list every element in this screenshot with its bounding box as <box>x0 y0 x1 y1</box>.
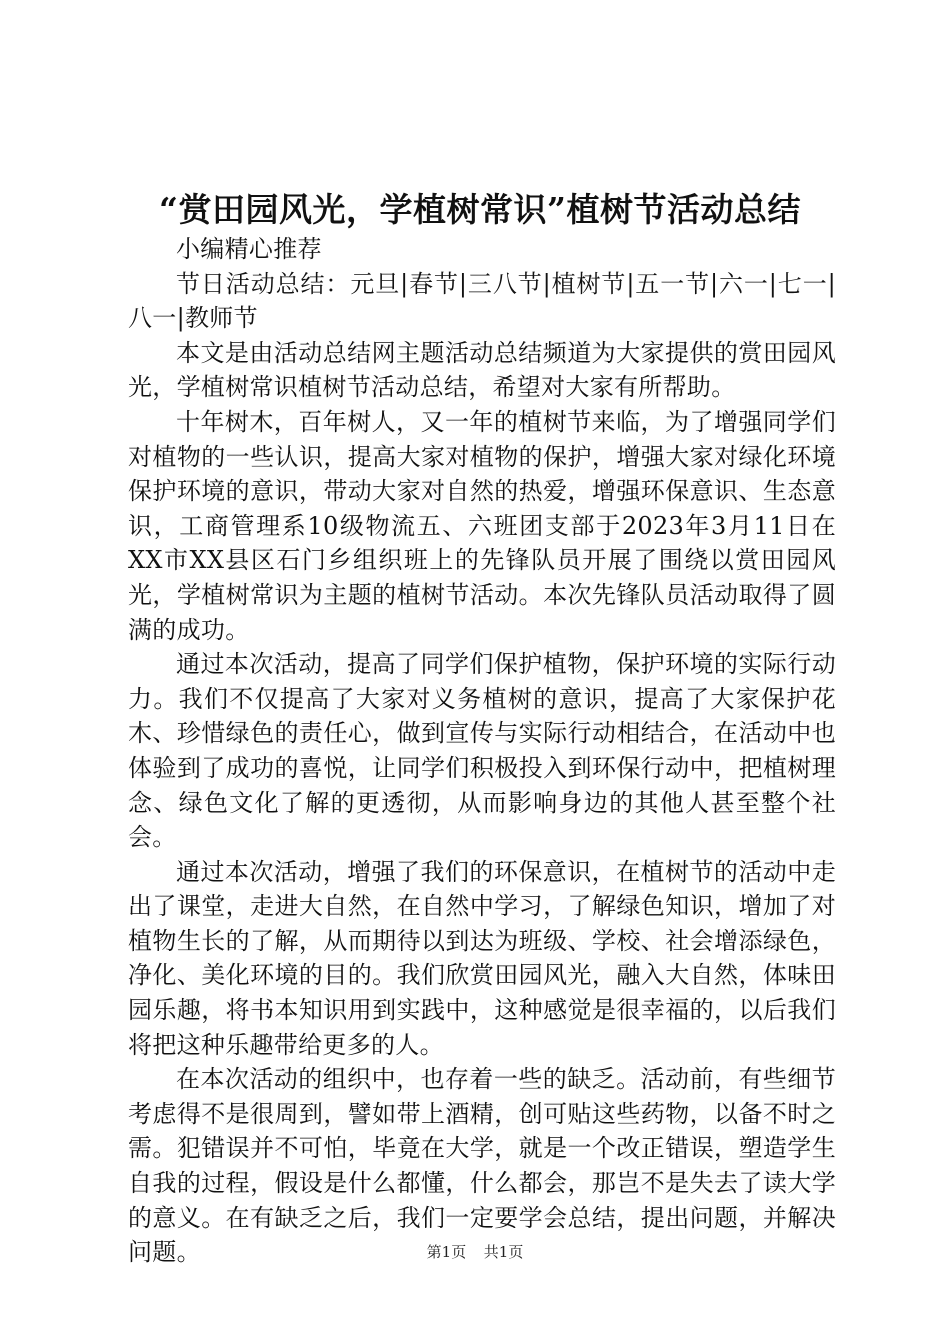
paragraph-intro: 本文是由活动总结网主题活动总结频道为大家提供的赏田园风光，学植树常识植树节活动总结，希望对大家有所帮助。 <box>128 338 836 402</box>
paragraph-protection-action: 通过本次活动，提高了同学们保护植物，保护环境的实际行动力。我们不仅提高了大家对义务植树的意识，提高了大家保护花木、珍惜绿色的责任心，做到宣传与实际行动相结合，在活动中也体验到了成功的喜悦，让同学们积极投入到环保行动中，把植树理念、绿色文化了解的更透彻，从而影响身边的其他人甚至整个社会。 <box>128 650 836 852</box>
document-title: “赏田园风光，学植树常识”植树节活动总结 <box>159 190 801 229</box>
paragraph-activity-overview: 十年树木，百年树人，又一年的植树节来临，为了增强同学们对植物的一些认识，提高大家对植物的保护，增强大家对绿化环境保护环境的意识，带动大家对自然的热爱，增强环保意识、生态意识，工商管理系10级物流五、六班团支部于2023年3月11日在XX市XX县区石门乡组织班上的先锋队员开展了围绕以赏田园风光，学植树常识为主题的植树节活动。本次先锋队员活动取得了圆满的成功。 <box>128 407 836 644</box>
page-total: 共1页 <box>483 1243 524 1261</box>
paragraph-environment-awareness: 通过本次活动，增强了我们的环保意识，在植树节的活动中走出了课堂，走进大自然，在自然中学习，了解绿色知识，增加了对植物生长的了解，从而期待以到达为班级、学校、社会增添绿色，净化、美化环境的目的。我们欣赏田园风光，融入大自然，体味田园乐趣，将书本知识用到实践中，这种感觉是很幸福的，以后我们将把这种乐趣带给更多的人。 <box>128 857 836 1059</box>
paragraph-holiday-links: 节日活动总结：元旦|春节|三八节|植树节|五一节|六一|七一|八一|教师节 <box>128 269 836 333</box>
document-body <box>128 232 836 1270</box>
paragraph-shortcomings: 在本次活动的组织中，也存着一些的缺乏。活动前，有些细节考虑得不是很周到，譬如带上酒精，创可贴这些药物，以备不时之需。犯错误并不可怕，毕竟在大学，就是一个改正错误，塑造学生自我的过程，假设是什么都懂，什么都会，那岂不是失去了读大学的意义。在有缺乏之后，我们一定要学会总结，提出问题，并解决问题。 <box>128 1065 836 1267</box>
page-footer <box>0 1240 950 1264</box>
page-number: 第1页 <box>426 1243 467 1261</box>
paragraph-recommend: 小编精心推荐 <box>176 235 322 263</box>
